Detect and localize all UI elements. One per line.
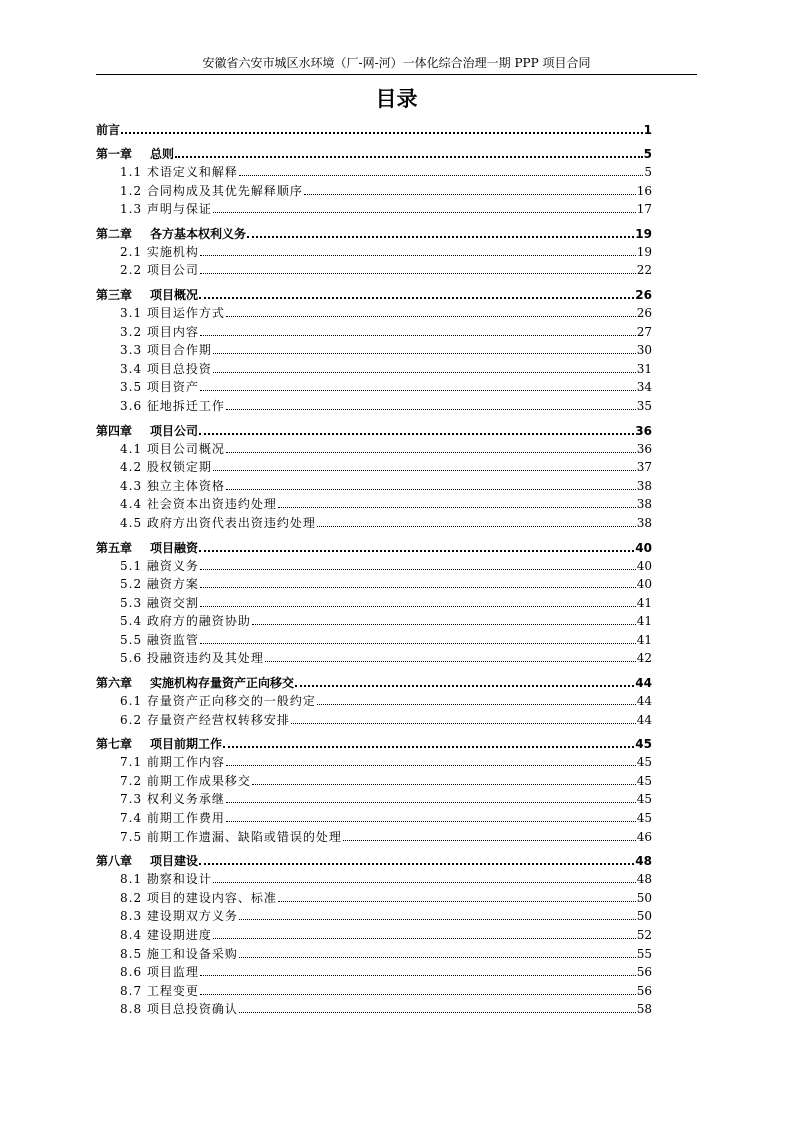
toc-page-number: 45 bbox=[636, 811, 652, 826]
toc-section-entry[interactable] bbox=[96, 926, 652, 945]
toc-leader-dots bbox=[247, 228, 634, 238]
toc-chapter-entry[interactable] bbox=[96, 121, 652, 139]
toc-section-entry[interactable] bbox=[96, 870, 652, 889]
toc-leader-dots bbox=[213, 930, 636, 939]
toc-section-entry[interactable] bbox=[96, 790, 652, 809]
toc-chapter-entry[interactable] bbox=[96, 145, 652, 163]
toc-section-title: 4.3 独立主体资格 bbox=[120, 478, 225, 493]
toc-section-entry[interactable] bbox=[96, 304, 652, 323]
toc-section-title: 5.4 政府方的融资协助 bbox=[120, 614, 251, 629]
toc-page-number: 40 bbox=[635, 540, 652, 555]
toc-page-number: 31 bbox=[636, 361, 652, 376]
toc-section-title: 4.2 股权锁定期 bbox=[120, 460, 212, 475]
toc-leader-dots bbox=[239, 911, 636, 920]
toc-section-entry[interactable] bbox=[96, 440, 652, 459]
toc-page-number: 58 bbox=[636, 1002, 652, 1017]
toc-chapter-number: 第二章 bbox=[96, 226, 133, 241]
toc-section-title: 8.5 施工和设备采购 bbox=[120, 946, 238, 961]
toc-leader-dots bbox=[199, 289, 634, 299]
toc-section-entry[interactable] bbox=[96, 963, 652, 982]
toc-section-entry[interactable] bbox=[96, 945, 652, 964]
toc-section-entry[interactable] bbox=[96, 458, 652, 477]
toc-leader-dots bbox=[223, 738, 634, 748]
toc-chapter-entry[interactable] bbox=[96, 539, 652, 557]
toc-section-entry[interactable] bbox=[96, 397, 652, 416]
toc-section-title: 5.3 融资交割 bbox=[120, 595, 199, 610]
toc-page-number: 30 bbox=[636, 343, 652, 358]
toc-leader-dots bbox=[226, 794, 636, 803]
toc-section-entry[interactable] bbox=[96, 495, 652, 514]
toc-leader-dots bbox=[200, 561, 636, 570]
toc-section-title: 1.3 声明与保证 bbox=[120, 202, 212, 217]
page-title: 目录 bbox=[375, 87, 418, 111]
toc-page-number: 42 bbox=[636, 651, 652, 666]
toc-leader-dots bbox=[199, 855, 634, 865]
toc-chapter-number: 第八章 bbox=[96, 854, 133, 869]
toc-leader-dots bbox=[226, 308, 636, 317]
toc-chapter-label bbox=[96, 852, 198, 870]
toc-section-title: 8.6 项目监理 bbox=[120, 965, 199, 980]
toc-chapter-label bbox=[96, 225, 246, 243]
toc-chapter-number: 第三章 bbox=[96, 287, 133, 302]
toc-leader-dots bbox=[121, 124, 643, 134]
toc-chapter-entry[interactable] bbox=[96, 735, 652, 753]
toc-leader-dots bbox=[226, 757, 636, 766]
toc-page-number: 22 bbox=[636, 263, 652, 278]
toc-chapter-title: 项目融资 bbox=[150, 540, 199, 555]
toc-section-entry[interactable] bbox=[96, 557, 652, 576]
toc-chapter-number: 第一章 bbox=[96, 147, 133, 161]
toc-section-title: 3.4 项目总投资 bbox=[120, 361, 212, 376]
toc-leader-dots bbox=[226, 813, 636, 822]
toc-chapter-label bbox=[96, 735, 222, 753]
toc-leader-dots bbox=[265, 653, 636, 662]
toc-section-entry[interactable] bbox=[96, 753, 652, 772]
toc-page-number: 1 bbox=[643, 123, 652, 137]
toc-chapter-number: 第五章 bbox=[96, 540, 133, 555]
toc-page-number: 38 bbox=[636, 515, 652, 530]
toc-section-entry[interactable] bbox=[96, 378, 652, 397]
toc-leader-dots bbox=[343, 832, 636, 841]
toc-page-number: 41 bbox=[636, 595, 652, 610]
toc-chapter-entry[interactable] bbox=[96, 422, 652, 440]
toc-chapter-title: 项目概况 bbox=[150, 287, 199, 302]
toc-chapter-title: 项目建设 bbox=[150, 854, 199, 869]
toc-page-number: 55 bbox=[636, 946, 652, 961]
toc-section-entry[interactable] bbox=[96, 341, 652, 360]
toc-page-number: 46 bbox=[636, 829, 652, 844]
toc-leader-dots bbox=[239, 949, 636, 958]
toc-leader-dots bbox=[213, 874, 636, 883]
toc-leader-dots bbox=[317, 518, 636, 527]
toc-section-title: 6.1 存量资产正向移交的一般约定 bbox=[120, 694, 316, 709]
toc-page-number: 26 bbox=[635, 287, 652, 302]
toc-section-entry[interactable] bbox=[96, 982, 652, 1001]
toc-leader-dots bbox=[213, 462, 636, 471]
toc-section-entry[interactable] bbox=[96, 575, 652, 594]
toc-section-title: 8.7 工程变更 bbox=[120, 983, 199, 998]
toc-chapter-label bbox=[96, 145, 174, 163]
toc-leader-dots bbox=[200, 598, 636, 607]
toc-chapter-number: 前言 bbox=[96, 123, 121, 137]
toc-page-number: 41 bbox=[636, 632, 652, 647]
toc-leader-dots bbox=[200, 327, 636, 336]
toc-leader-dots bbox=[213, 204, 636, 213]
toc-section-entry[interactable] bbox=[96, 907, 652, 926]
toc-leader-dots bbox=[199, 425, 634, 435]
toc-section-entry[interactable] bbox=[96, 594, 652, 613]
toc-section-entry[interactable] bbox=[96, 631, 652, 650]
toc-page-number: 26 bbox=[636, 305, 652, 320]
toc-chapter-label bbox=[96, 121, 120, 139]
toc-leader-dots bbox=[226, 481, 636, 490]
toc-page-number: 19 bbox=[636, 244, 652, 259]
toc-section-title: 8.2 项目的建设内容、标准 bbox=[120, 890, 277, 905]
toc-section-title: 5.5 融资监管 bbox=[120, 632, 199, 647]
toc-section-entry[interactable] bbox=[96, 360, 652, 379]
toc-leader-dots bbox=[200, 247, 636, 256]
toc-section-entry[interactable] bbox=[96, 514, 652, 533]
toc-leader-dots bbox=[226, 444, 636, 453]
toc-section-entry[interactable] bbox=[96, 711, 652, 730]
toc-chapter-entry[interactable] bbox=[96, 852, 652, 870]
toc-leader-dots bbox=[278, 499, 636, 508]
toc-chapter-entry[interactable] bbox=[96, 286, 652, 304]
toc-section-title: 2.2 项目公司 bbox=[120, 263, 199, 278]
toc-page-number: 44 bbox=[636, 694, 652, 709]
toc-leader-dots bbox=[295, 677, 634, 687]
toc-section-entry[interactable] bbox=[96, 323, 652, 342]
toc-page-number: 45 bbox=[635, 737, 652, 752]
toc-section-entry[interactable] bbox=[96, 649, 652, 668]
toc-section-title: 3.6 征地拆迁工作 bbox=[120, 398, 225, 413]
toc-section-entry[interactable] bbox=[96, 477, 652, 496]
toc-page-number: 27 bbox=[636, 324, 652, 339]
toc-chapter-label bbox=[96, 539, 198, 557]
toc-leader-dots bbox=[252, 776, 636, 785]
toc-section-title: 3.2 项目内容 bbox=[120, 324, 199, 339]
toc-chapter-number: 第七章 bbox=[96, 737, 133, 752]
toc-section-title: 1.2 合同构成及其优先解释顺序 bbox=[120, 183, 303, 198]
toc-leader-dots bbox=[304, 186, 636, 195]
toc-leader-dots bbox=[200, 986, 636, 995]
toc-section-title: 3.5 项目资产 bbox=[120, 380, 199, 395]
toc-section-title: 7.2 前期工作成果移交 bbox=[120, 773, 251, 788]
toc-page-number: 50 bbox=[636, 890, 652, 905]
toc-chapter-label bbox=[96, 422, 198, 440]
toc-leader-dots bbox=[200, 265, 636, 274]
toc-section-entry[interactable] bbox=[96, 612, 652, 631]
toc-page-number: 16 bbox=[636, 183, 652, 198]
toc-section-entry[interactable] bbox=[96, 692, 652, 711]
table-of-contents bbox=[96, 121, 652, 1019]
toc-chapter-title: 实施机构存量资产正向移交 bbox=[150, 676, 295, 691]
toc-page-number: 52 bbox=[636, 928, 652, 942]
toc-chapter-number: 第四章 bbox=[96, 423, 133, 438]
toc-leader-dots bbox=[175, 148, 643, 158]
toc-leader-dots bbox=[252, 616, 636, 625]
toc-chapter-entry[interactable] bbox=[96, 674, 652, 692]
toc-section-title: 3.3 项目合作期 bbox=[120, 343, 212, 358]
toc-section-title: 5.1 融资义务 bbox=[120, 558, 199, 573]
toc-leader-dots bbox=[239, 1004, 636, 1013]
toc-section-title: 1.1 术语定义和解释 bbox=[120, 165, 238, 179]
toc-section-title: 8.4 建设期进度 bbox=[120, 928, 212, 942]
toc-leader-dots bbox=[200, 579, 636, 588]
toc-section-entry[interactable] bbox=[96, 261, 652, 280]
toc-leader-dots bbox=[226, 401, 636, 410]
header-rule bbox=[96, 74, 697, 75]
toc-page-number: 56 bbox=[636, 983, 652, 998]
toc-chapter-label bbox=[96, 286, 198, 304]
toc-page-number: 45 bbox=[636, 792, 652, 807]
toc-section-title: 8.8 项目总投资确认 bbox=[120, 1002, 238, 1017]
toc-section-title: 4.1 项目公司概况 bbox=[120, 441, 225, 456]
toc-leader-dots bbox=[291, 715, 636, 724]
toc-page-number: 34 bbox=[636, 380, 652, 395]
toc-page-number: 5 bbox=[643, 147, 652, 161]
toc-section-title: 7.1 前期工作内容 bbox=[120, 755, 225, 770]
toc-page-number: 40 bbox=[636, 577, 652, 592]
toc-page-number: 56 bbox=[636, 965, 652, 980]
toc-page-number: 50 bbox=[636, 909, 652, 924]
toc-chapter-title: 总则 bbox=[150, 147, 175, 161]
toc-leader-dots bbox=[239, 167, 643, 176]
toc-leader-dots bbox=[200, 967, 636, 976]
toc-section-entry[interactable] bbox=[96, 889, 652, 908]
toc-page-number: 48 bbox=[635, 854, 652, 869]
toc-section-title: 6.2 存量资产经营权转移安排 bbox=[120, 712, 290, 727]
toc-page-number: 17 bbox=[636, 202, 652, 217]
toc-page-number: 35 bbox=[636, 398, 652, 413]
toc-section-title: 7.5 前期工作遗漏、缺陷或错误的处理 bbox=[120, 829, 342, 844]
toc-page-number: 40 bbox=[636, 558, 652, 573]
toc-chapter-title: 项目前期工作 bbox=[150, 737, 223, 752]
toc-section-title: 7.3 权利义务承继 bbox=[120, 792, 225, 807]
toc-section-entry[interactable] bbox=[96, 1000, 652, 1019]
running-header: 安徽省六安市城区水环境（厂-网-河）一体化综合治理一期 PPP 项目合同 bbox=[202, 56, 591, 70]
toc-leader-dots bbox=[213, 364, 636, 373]
toc-leader-dots bbox=[317, 696, 636, 705]
toc-section-entry[interactable] bbox=[96, 772, 652, 791]
toc-section-entry[interactable] bbox=[96, 828, 652, 847]
toc-page-number: 48 bbox=[636, 872, 652, 887]
toc-section-entry[interactable] bbox=[96, 809, 652, 828]
toc-page-number: 36 bbox=[635, 423, 652, 438]
toc-section-title: 2.1 实施机构 bbox=[120, 244, 199, 259]
toc-page-number: 45 bbox=[636, 755, 652, 770]
toc-leader-dots bbox=[199, 542, 634, 552]
toc-section-title: 8.3 建设期双方义务 bbox=[120, 909, 238, 924]
toc-section-entry[interactable] bbox=[96, 200, 652, 219]
toc-page-number: 44 bbox=[636, 712, 652, 727]
toc-page-number: 38 bbox=[636, 478, 652, 493]
toc-page-number: 38 bbox=[636, 497, 652, 512]
toc-leader-dots bbox=[278, 893, 636, 902]
toc-page-number: 5 bbox=[644, 165, 652, 179]
toc-section-title: 8.1 勘察和设计 bbox=[120, 872, 212, 887]
toc-chapter-entry[interactable] bbox=[96, 225, 652, 243]
toc-section-title: 7.4 前期工作费用 bbox=[120, 811, 225, 826]
toc-section-entry[interactable] bbox=[96, 243, 652, 262]
toc-section-entry[interactable] bbox=[96, 163, 652, 182]
toc-chapter-title: 各方基本权利义务 bbox=[150, 226, 247, 241]
toc-section-title: 4.5 政府方出资代表出资违约处理 bbox=[120, 515, 316, 530]
toc-section-title: 4.4 社会资本出资违约处理 bbox=[120, 497, 277, 512]
toc-section-title: 3.1 项目运作方式 bbox=[120, 305, 225, 320]
toc-page-number: 45 bbox=[636, 773, 652, 788]
toc-chapter-number: 第六章 bbox=[96, 676, 133, 691]
toc-page-number: 41 bbox=[636, 614, 652, 629]
toc-chapter-label bbox=[96, 674, 294, 692]
toc-section-title: 5.2 融资方案 bbox=[120, 577, 199, 592]
toc-section-title: 5.6 投融资违约及其处理 bbox=[120, 651, 264, 666]
toc-page-number: 37 bbox=[636, 460, 652, 475]
toc-leader-dots bbox=[213, 345, 636, 354]
toc-chapter-title: 项目公司 bbox=[150, 423, 199, 438]
toc-section-entry[interactable] bbox=[96, 182, 652, 201]
toc-page-number: 44 bbox=[635, 676, 652, 691]
toc-page-number: 36 bbox=[636, 441, 652, 456]
toc-leader-dots bbox=[200, 635, 636, 644]
toc-page-number: 19 bbox=[635, 226, 652, 241]
toc-leader-dots bbox=[200, 382, 636, 391]
